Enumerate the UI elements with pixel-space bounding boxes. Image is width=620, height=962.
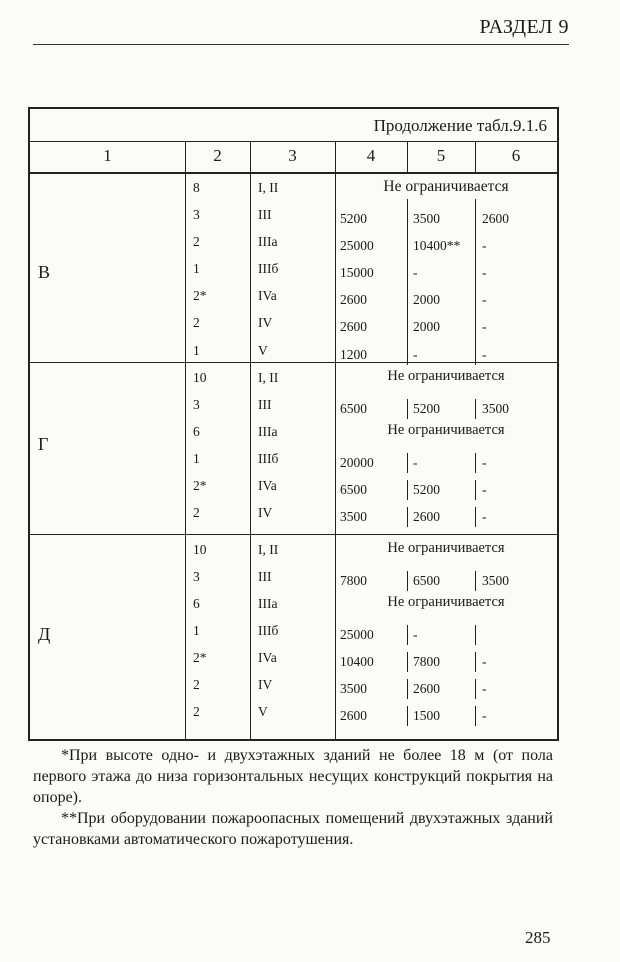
cell-unlimited: Не ограничивается — [383, 178, 509, 195]
column-header-row — [30, 141, 557, 174]
cell-floors: 1 — [193, 451, 200, 466]
cell-fire-resistance: IIIб — [258, 261, 279, 276]
column-header-6: 6 — [511, 146, 521, 165]
cell-floors: 2* — [193, 478, 207, 493]
cell-area-c4: 3500 — [340, 681, 367, 696]
cell-floors: 10 — [193, 370, 207, 385]
cell-floors: 2 — [193, 505, 200, 520]
cell-floors: 1 — [193, 261, 200, 276]
cell-fire-resistance: IV — [258, 315, 273, 330]
cell-fire-resistance: IIIa — [258, 596, 278, 611]
cell-area-c4: 2600 — [340, 319, 367, 334]
cell-area-c6: - — [482, 482, 487, 497]
cell-area-c5: 7800 — [413, 654, 440, 669]
cell-fire-resistance: IVa — [258, 478, 277, 493]
cell-area-c6: - — [482, 319, 487, 334]
group-label: В — [38, 262, 51, 282]
cell-area-c6: 2600 — [482, 211, 509, 226]
cell-area-c6: - — [482, 347, 487, 362]
table-caption-row — [30, 109, 557, 142]
column-header-1: 1 — [103, 146, 112, 165]
group-label: Г — [38, 434, 49, 454]
cell-divider — [475, 625, 476, 645]
cell-area-c6: 3500 — [482, 573, 509, 588]
cell-floors: 1 — [193, 623, 200, 638]
cell-unlimited: Не ограничивается — [387, 540, 505, 556]
page-number: 285 — [525, 928, 551, 947]
cell-divider — [475, 453, 476, 473]
cell-fire-resistance: IV — [258, 677, 273, 692]
cell-area-c5: - — [413, 347, 418, 362]
cell-area-c5: 2000 — [413, 292, 440, 307]
cell-floors: 3 — [193, 397, 200, 412]
column-header-3: 3 — [288, 146, 297, 165]
cell-area-c4: 6500 — [340, 401, 367, 416]
cell-fire-resistance: IVa — [258, 650, 277, 665]
cell-unlimited: Не ограничивается — [387, 368, 505, 384]
cell-fire-resistance: I, II — [258, 180, 279, 195]
cell-divider — [407, 625, 408, 645]
column-header-2: 2 — [213, 146, 222, 165]
cell-divider — [407, 480, 408, 500]
cell-area-c6: - — [482, 708, 487, 723]
cell-floors: 2 — [193, 704, 200, 719]
cell-floors: 2 — [193, 677, 200, 692]
table-caption: Продолжение табл.9.1.6 — [373, 116, 547, 135]
cell-area-c5: 2600 — [413, 681, 440, 696]
cell-area-c5: - — [413, 265, 418, 280]
cell-floors: 3 — [193, 569, 200, 584]
cell-area-c5: 2600 — [413, 509, 440, 524]
table-group — [30, 362, 557, 535]
cell-divider — [407, 706, 408, 726]
cell-divider — [475, 399, 476, 419]
cell-fire-resistance: IVa — [258, 288, 277, 303]
column-header-4: 4 — [366, 146, 376, 165]
table-group — [30, 534, 557, 739]
cell-divider — [475, 507, 476, 527]
footnotes — [33, 745, 553, 850]
cell-area-c4: 3500 — [340, 509, 367, 524]
footnote-1: *При высоте одно- и двухэтажных зданий не более 18 м (от пола первого этажа до низа горизонтальных несущих конструкций покрытия на опоре). — [33, 747, 553, 806]
cell-floors: 1 — [193, 343, 200, 358]
cell-fire-resistance: IIIa — [258, 424, 278, 439]
cell-area-c5: 5200 — [413, 401, 440, 416]
cell-divider — [407, 652, 408, 672]
cell-area-c4: 2600 — [340, 708, 367, 723]
cell-area-c4: 2600 — [340, 292, 367, 307]
cell-floors: 2 — [193, 315, 200, 330]
cell-area-c5: 6500 — [413, 573, 440, 588]
cell-divider — [407, 399, 408, 419]
cell-fire-resistance: III — [258, 207, 272, 222]
cell-fire-resistance: V — [258, 704, 268, 719]
running-header — [33, 18, 569, 45]
cell-divider — [407, 679, 408, 699]
cell-floors: 2 — [193, 234, 200, 249]
cell-area-c5: 2000 — [413, 319, 440, 334]
column-header-5: 5 — [436, 146, 446, 165]
cell-fire-resistance: I, II — [258, 370, 279, 385]
cell-area-c4: 25000 — [340, 627, 374, 642]
column-divider — [475, 199, 476, 362]
cell-area-c6: 3500 — [482, 401, 509, 416]
cell-fire-resistance: V — [258, 343, 268, 358]
cell-area-c5: 5200 — [413, 482, 440, 497]
cell-floors: 2* — [193, 650, 207, 665]
cell-unlimited: Не ограничивается — [387, 422, 505, 438]
cell-divider — [475, 706, 476, 726]
cell-fire-resistance: IV — [258, 505, 273, 520]
cell-divider — [407, 453, 408, 473]
cell-floors: 6 — [193, 596, 200, 611]
cell-area-c6: - — [482, 681, 487, 696]
cell-area-c4: 1200 — [340, 347, 367, 362]
cell-area-c4: 15000 — [340, 265, 374, 280]
cell-fire-resistance: IIIб — [258, 451, 279, 466]
cell-area-c5: 3500 — [413, 211, 440, 226]
cell-area-c6: - — [482, 654, 487, 669]
cell-area-c4: 25000 — [340, 238, 374, 253]
cell-fire-resistance: I, II — [258, 542, 279, 557]
cell-divider — [475, 571, 476, 591]
cell-area-c4: 20000 — [340, 455, 374, 470]
cell-area-c5: - — [413, 627, 418, 642]
cell-divider — [407, 571, 408, 591]
cell-area-c4: 6500 — [340, 482, 367, 497]
cell-fire-resistance: IIIa — [258, 234, 278, 249]
footnote-2: **При оборудовании пожароопасных помещений двухэтажных зданий установками автоматического пожаротушения. — [33, 810, 553, 848]
cell-area-c6: - — [482, 292, 487, 307]
column-divider — [475, 141, 476, 172]
cell-divider — [475, 652, 476, 672]
group-label: Д — [38, 624, 51, 644]
cell-area-c6: - — [482, 455, 487, 470]
cell-floors: 2* — [193, 288, 207, 303]
cell-area-c5: - — [413, 455, 418, 470]
cell-area-c4: 5200 — [340, 211, 367, 226]
cell-area-c4: 7800 — [340, 573, 367, 588]
cell-fire-resistance: IIIб — [258, 623, 279, 638]
cell-floors: 8 — [193, 180, 200, 195]
cell-fire-resistance: III — [258, 397, 272, 412]
cell-divider — [475, 480, 476, 500]
table-group — [30, 172, 557, 363]
cell-floors: 3 — [193, 207, 200, 222]
data-table — [28, 107, 559, 741]
section-title: РАЗДЕЛ 9 — [479, 16, 569, 38]
column-divider — [407, 199, 408, 362]
cell-unlimited: Не ограничивается — [387, 594, 505, 610]
cell-area-c4: 10400 — [340, 654, 374, 669]
cell-area-c6: - — [482, 265, 487, 280]
cell-area-c5: 10400** — [413, 238, 461, 253]
cell-area-c6: - — [482, 238, 487, 253]
cell-floors: 6 — [193, 424, 200, 439]
cell-area-c6: - — [482, 509, 487, 524]
cell-fire-resistance: III — [258, 569, 272, 584]
column-divider — [407, 141, 408, 172]
cell-divider — [407, 507, 408, 527]
cell-floors: 10 — [193, 542, 207, 557]
cell-divider — [475, 679, 476, 699]
cell-area-c5: 1500 — [413, 708, 440, 723]
